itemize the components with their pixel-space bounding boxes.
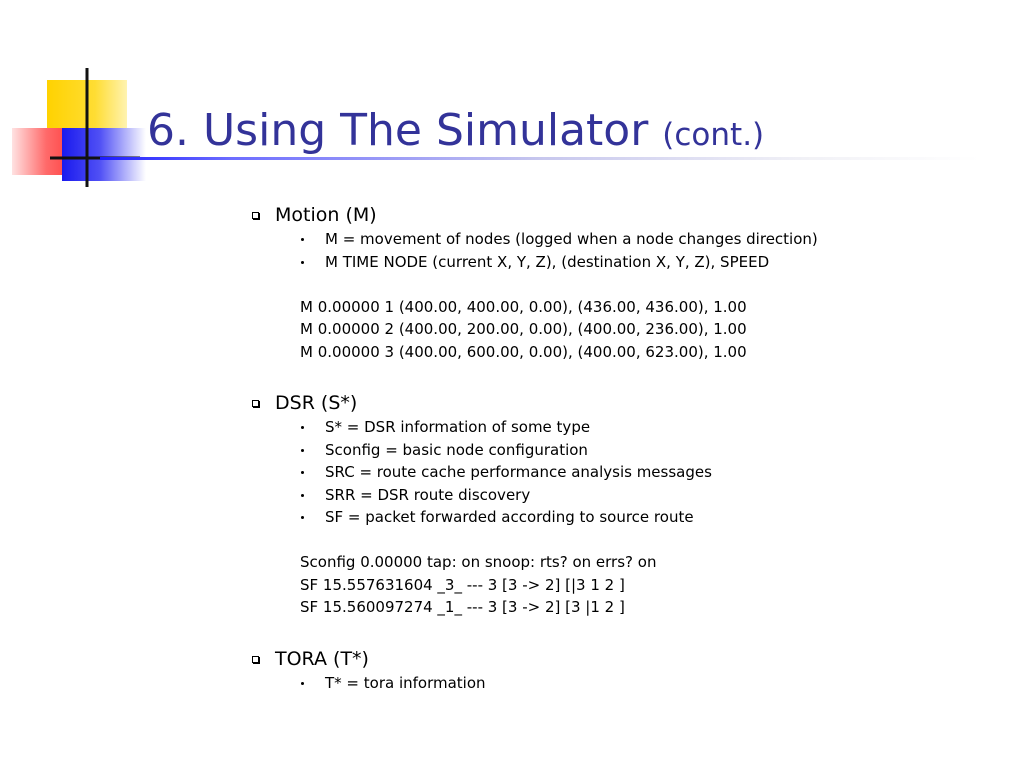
list-item-text: SRR = DSR route discovery bbox=[325, 485, 531, 504]
log-example bbox=[250, 551, 990, 619]
dot-bullet-icon bbox=[301, 238, 304, 241]
slide-corner-logo bbox=[0, 0, 150, 200]
section-tora bbox=[250, 646, 990, 695]
slide-title-suffix: (cont.) bbox=[662, 117, 765, 153]
list-item-text: Sconfig = basic node configuration bbox=[325, 440, 588, 459]
list-item bbox=[250, 506, 990, 529]
bullet-list bbox=[250, 416, 990, 529]
list-item bbox=[250, 672, 990, 695]
dot-bullet-icon bbox=[301, 682, 304, 685]
list-item-text: M TIME NODE (current X, Y, Z), (destination X, Y, Z), SPEED bbox=[325, 252, 770, 271]
slide-title bbox=[147, 103, 764, 163]
bullet-list bbox=[250, 228, 990, 273]
list-item bbox=[250, 484, 990, 507]
list-item bbox=[250, 228, 990, 251]
log-line: SF 15.560097274 _1_ --- 3 [3 -> 2] [3 |1 2 ] bbox=[300, 598, 625, 616]
list-item bbox=[250, 251, 990, 274]
log-line: Sconfig 0.00000 tap: on snoop: rts? on errs? on bbox=[300, 553, 657, 571]
section-heading-text: Motion (M) bbox=[275, 204, 377, 226]
dot-bullet-icon bbox=[301, 516, 304, 519]
list-item-text: S* = DSR information of some type bbox=[325, 418, 591, 436]
slide-title-main: 6. Using The Simulator bbox=[147, 105, 649, 156]
section-motion bbox=[250, 202, 990, 363]
list-item-text: SRC = route cache performance analysis messages bbox=[325, 463, 712, 481]
dot-bullet-icon bbox=[301, 261, 304, 264]
slide-body bbox=[250, 202, 990, 694]
title-underline bbox=[100, 157, 980, 160]
bullet-list bbox=[250, 672, 990, 695]
dot-bullet-icon bbox=[301, 494, 304, 497]
section-heading bbox=[250, 202, 990, 228]
square-bullet-icon bbox=[252, 400, 259, 407]
list-item-text: SF = packet forwarded according to source route bbox=[325, 508, 694, 526]
square-bullet-icon bbox=[252, 212, 259, 219]
log-line: M 0.00000 2 (400.00, 200.00, 0.00), (400.00, 236.00), 1.00 bbox=[300, 320, 747, 338]
dot-bullet-icon bbox=[301, 426, 304, 429]
square-bullet-icon bbox=[252, 656, 259, 663]
list-item-text: T* = tora information bbox=[325, 673, 486, 692]
list-item-text: M = movement of nodes (logged when a node changes direction) bbox=[325, 230, 818, 248]
log-line: M 0.00000 1 (400.00, 400.00, 0.00), (436.00, 436.00), 1.00 bbox=[300, 297, 747, 316]
log-example bbox=[250, 296, 990, 364]
dot-bullet-icon bbox=[301, 449, 304, 452]
section-dsr bbox=[250, 390, 990, 619]
log-line: SF 15.557631604 _3_ --- 3 [3 -> 2] [|3 1 2 ] bbox=[300, 575, 625, 594]
section-heading bbox=[250, 646, 990, 672]
list-item bbox=[250, 439, 990, 462]
log-line: M 0.00000 3 (400.00, 600.00, 0.00), (400.00, 623.00), 1.00 bbox=[300, 342, 747, 361]
list-item bbox=[250, 416, 990, 439]
section-heading-text: DSR (S*) bbox=[275, 392, 358, 414]
list-item bbox=[250, 461, 990, 484]
section-heading bbox=[250, 390, 990, 416]
section-heading-text: TORA (T*) bbox=[275, 647, 369, 670]
dot-bullet-icon bbox=[301, 471, 304, 474]
